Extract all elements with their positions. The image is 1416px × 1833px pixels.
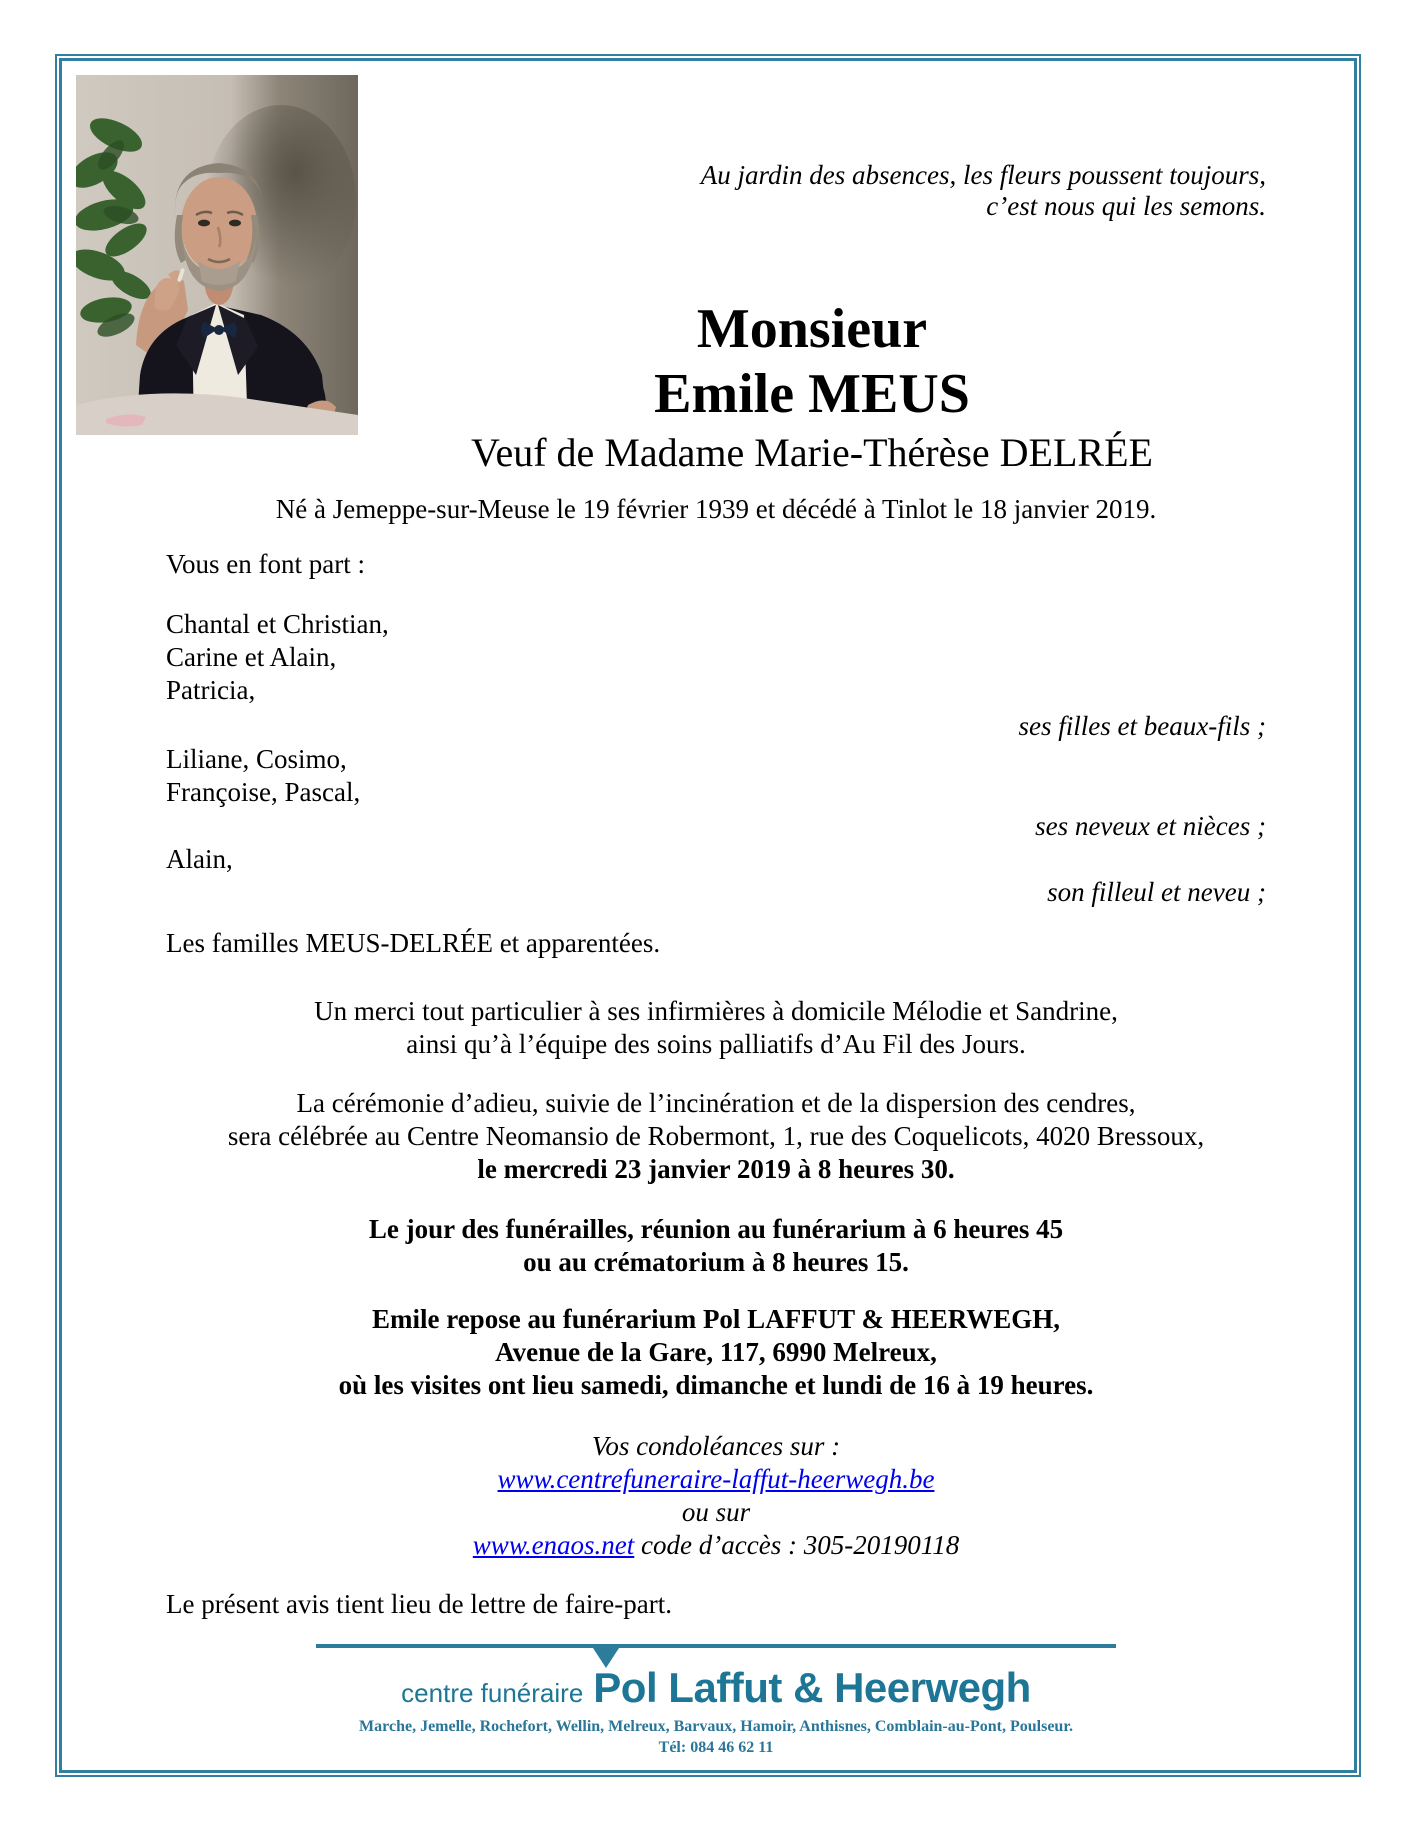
deceased-title-block	[358, 297, 1266, 479]
brand-large-label: Pol Laffut & Heerwegh	[593, 1664, 1031, 1711]
condolences-link-row-1	[166, 1463, 1266, 1496]
relation-line: son filleul et neveu ;	[1047, 877, 1266, 907]
epigraph-line-2: c’est nous qui les semons.	[986, 191, 1266, 221]
intro-line: Vous en font part :	[166, 549, 365, 579]
epigraph-line-1: Au jardin des absences, les fleurs poussent toujours,	[700, 160, 1266, 190]
repose-line-2: Avenue de la Gare, 117, 6990 Melreux,	[495, 1337, 937, 1367]
condolences-link-1[interactable]: www.centrefuneraire-laffut-heerwegh.be	[497, 1464, 935, 1494]
notice-body	[62, 61, 1354, 1757]
condolences-intro: Vos condoléances sur :	[591, 1431, 841, 1461]
family-name-line: Françoise, Pascal,	[166, 777, 361, 807]
brand-triangle-icon	[593, 1648, 619, 1668]
family-name-line: Chantal et Christian,	[166, 609, 389, 639]
condolences-or-line: ou sur	[681, 1497, 751, 1527]
deceased-subtitle: Veuf de Madame Marie-Thérèse DELRÉE	[471, 430, 1153, 475]
footer-locations: Marche, Jemelle, Rochefort, Wellin, Melreux, Barvaux, Hamoir, Anthisnes, Comblain-au-Pont, Poulseur.	[359, 1718, 1073, 1735]
condolences-link-2[interactable]: www.enaos.net	[472, 1530, 635, 1560]
repose-line-1: Emile repose au funérarium Pol LAFFUT & HEERWEGH,	[371, 1304, 1061, 1334]
page-border-frame	[55, 54, 1361, 1777]
thanks-line-2: ainsi qu’à l’équipe des soins palliatifs d’Au Fil des Jours.	[406, 1029, 1026, 1059]
funeral-home-logo	[166, 1664, 1266, 1712]
family-name-line: Liliane, Cosimo,	[166, 744, 347, 774]
page-border-frame-inner	[59, 58, 1357, 1773]
family-name-line: Patricia,	[166, 675, 256, 705]
family-name-line: Carine et Alain,	[166, 642, 337, 672]
funeral-meeting-line-1: Le jour des funérailles, réunion au funérarium à 6 heures 45	[368, 1214, 1064, 1244]
deceased-name: Emile MEUS	[654, 363, 970, 425]
relation-line: ses filles et beaux-fils ;	[1018, 711, 1266, 741]
footer-phone: Tél: 084 46 62 11	[658, 1739, 774, 1756]
footer-divider-rule	[316, 1644, 1116, 1648]
ceremony-datetime-line: le mercredi 23 janvier 2019 à 8 heures 30.	[477, 1154, 955, 1184]
access-code: code d’accès : 305-20190118	[641, 1530, 960, 1560]
deceased-title: Monsieur	[696, 298, 928, 360]
ceremony-line-2: sera célébrée au Centre Neomansio de Robermont, 1, rue des Coquelicots, 4020 Bressoux,	[227, 1121, 1205, 1151]
condolences-link-row-2	[166, 1529, 1266, 1562]
ceremony-line-1: La cérémonie d’adieu, suivie de l’incinération et de la dispersion des cendres,	[296, 1088, 1136, 1118]
families-line: Les familles MEUS-DELRÉE et apparentées.	[166, 928, 661, 958]
funeral-home-footer	[166, 1644, 1266, 1757]
thanks-line-1: Un merci tout particulier à ses infirmières à domicile Mélodie et Sandrine,	[314, 996, 1118, 1026]
notice-line: Le présent avis tient lieu de lettre de faire-part.	[166, 1589, 673, 1619]
relation-line: ses neveux et nièces ;	[1035, 811, 1266, 841]
funeral-meeting-line-2: ou au crématorium à 8 heures 15.	[523, 1247, 909, 1277]
brand-large-wrap	[593, 1664, 1031, 1712]
family-name-line: Alain,	[166, 844, 233, 874]
brand-small-label: centre funéraire	[401, 1678, 584, 1708]
visits-line: où les visites ont lieu samedi, dimanche et lundi de 16 à 19 heures.	[338, 1370, 1094, 1400]
birth-death-line: Né à Jemeppe-sur-Meuse le 19 février 1939 et décédé à Tinlot le 18 janvier 2019.	[275, 494, 1157, 524]
